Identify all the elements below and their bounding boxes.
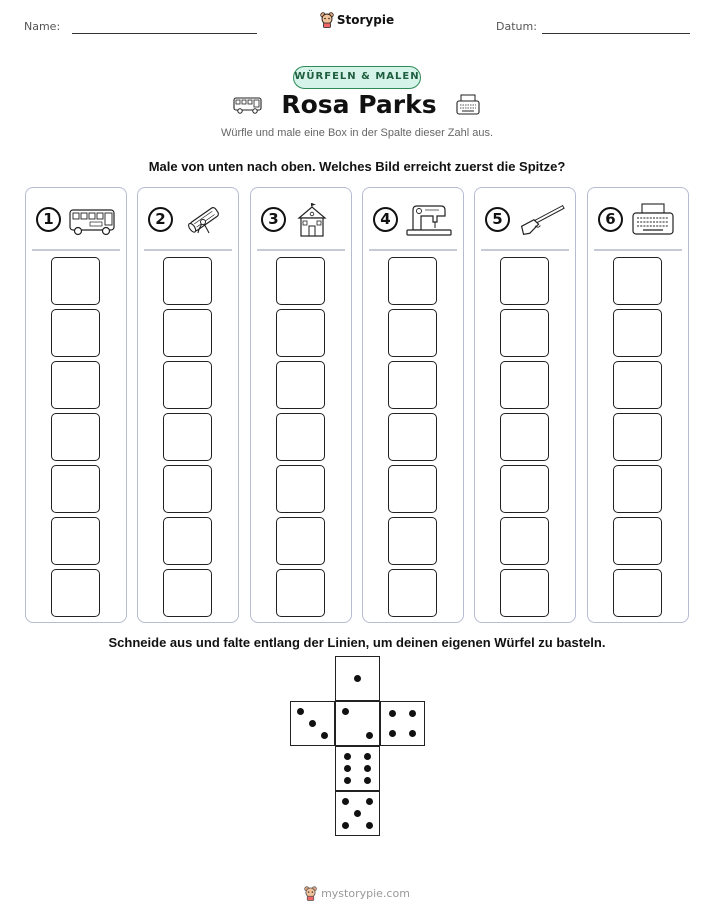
- brand-logo: [0, 12, 714, 28]
- color-box[interactable]: [51, 309, 100, 357]
- die-face-3: [290, 701, 335, 746]
- color-box[interactable]: [163, 465, 212, 513]
- title-row: [0, 90, 714, 119]
- color-box[interactable]: [163, 257, 212, 305]
- color-box[interactable]: [163, 569, 212, 617]
- column-divider: [594, 249, 682, 251]
- die-pip: [309, 720, 316, 727]
- color-box[interactable]: [51, 569, 100, 617]
- die-pip: [321, 732, 328, 739]
- die-face-4: [380, 701, 425, 746]
- subtitle: Würfle und male eine Box in der Spalte dieser Zahl aus.: [220, 127, 494, 139]
- color-box[interactable]: [500, 309, 549, 357]
- die-face-6: [335, 746, 380, 791]
- schoolhouse-icon: [291, 202, 345, 238]
- column-header: [261, 202, 345, 238]
- date-label: Datum:: [496, 20, 537, 33]
- activity-badge: WÜRFELN & MALEN: [293, 66, 421, 89]
- color-box[interactable]: [51, 413, 100, 461]
- color-box[interactable]: [163, 413, 212, 461]
- column-divider: [369, 249, 457, 251]
- column-6: [587, 187, 689, 623]
- column-4: [362, 187, 464, 623]
- die-face-5: [335, 791, 380, 836]
- die-pip: [354, 675, 361, 682]
- column-header: [598, 202, 682, 238]
- color-box[interactable]: [613, 413, 662, 461]
- color-box[interactable]: [388, 361, 437, 409]
- die-pip: [409, 710, 416, 717]
- column-header: [373, 202, 457, 238]
- column-header: [148, 202, 232, 238]
- color-box[interactable]: [51, 361, 100, 409]
- column-3: [250, 187, 352, 623]
- diploma-icon: [178, 202, 232, 238]
- brand-name: Storypie: [336, 13, 395, 27]
- color-box[interactable]: [500, 569, 549, 617]
- name-label: Name:: [24, 20, 61, 33]
- color-box[interactable]: [613, 361, 662, 409]
- color-box[interactable]: [500, 517, 549, 565]
- name-line[interactable]: [72, 33, 257, 34]
- color-box[interactable]: [163, 309, 212, 357]
- column-divider: [257, 249, 345, 251]
- die-pip: [344, 765, 351, 772]
- color-box[interactable]: [613, 569, 662, 617]
- column-number: 4: [373, 207, 398, 232]
- color-box[interactable]: [388, 413, 437, 461]
- die-pip: [342, 822, 349, 829]
- cut-instruction: Schneide aus und falte entlang der Linien, um deinen eigenen Würfel zu basteln.: [108, 635, 606, 650]
- footer: [0, 886, 714, 901]
- sewing-machine-icon: [403, 202, 457, 238]
- color-box[interactable]: [276, 465, 325, 513]
- column-1: [25, 187, 127, 623]
- die-pip: [366, 798, 373, 805]
- color-box[interactable]: [51, 517, 100, 565]
- column-number: 6: [598, 207, 623, 232]
- die-pip: [344, 753, 351, 760]
- typewriter-icon: [455, 93, 481, 117]
- die-pip: [389, 730, 396, 737]
- color-box[interactable]: [276, 309, 325, 357]
- color-box[interactable]: [276, 413, 325, 461]
- die-face-2: [335, 701, 380, 746]
- die-pip: [297, 708, 304, 715]
- die-pip: [364, 777, 371, 784]
- column-5: [474, 187, 576, 623]
- color-box[interactable]: [500, 413, 549, 461]
- die-pip: [342, 798, 349, 805]
- column-number: 2: [148, 207, 173, 232]
- die-pip: [409, 730, 416, 737]
- bus-icon: [66, 202, 120, 238]
- color-box[interactable]: [500, 465, 549, 513]
- footer-site: mystorypie.com: [321, 887, 410, 900]
- color-box[interactable]: [276, 257, 325, 305]
- color-box[interactable]: [388, 257, 437, 305]
- die-pip: [344, 777, 351, 784]
- bear-mascot-icon: [320, 12, 334, 28]
- column-number: 5: [485, 207, 510, 232]
- color-box[interactable]: [276, 361, 325, 409]
- color-box[interactable]: [613, 257, 662, 305]
- bus-icon: [233, 95, 263, 115]
- color-box[interactable]: [500, 257, 549, 305]
- die-pip: [342, 708, 349, 715]
- color-box[interactable]: [388, 309, 437, 357]
- color-box[interactable]: [51, 465, 100, 513]
- column-number: 1: [36, 207, 61, 232]
- instruction: Male von unten nach oben. Welches Bild erreicht zuerst die Spitze?: [148, 159, 566, 174]
- column-divider: [481, 249, 569, 251]
- column-header: [36, 202, 120, 238]
- die-pip: [389, 710, 396, 717]
- color-box[interactable]: [276, 517, 325, 565]
- rifle-icon: [515, 202, 569, 238]
- page-title: Rosa Parks: [281, 90, 437, 119]
- die-pip: [366, 732, 373, 739]
- column-header: [485, 202, 569, 238]
- color-box[interactable]: [388, 569, 437, 617]
- typewriter-icon: [628, 202, 682, 238]
- color-box[interactable]: [163, 361, 212, 409]
- color-box[interactable]: [388, 465, 437, 513]
- date-line[interactable]: [542, 33, 690, 34]
- color-box[interactable]: [613, 309, 662, 357]
- column-2: [137, 187, 239, 623]
- color-box[interactable]: [163, 517, 212, 565]
- die-pip: [364, 753, 371, 760]
- color-box[interactable]: [276, 569, 325, 617]
- color-box[interactable]: [388, 517, 437, 565]
- column-number: 3: [261, 207, 286, 232]
- die-pip: [354, 810, 361, 817]
- color-box[interactable]: [613, 465, 662, 513]
- column-divider: [144, 249, 232, 251]
- die-pip: [366, 822, 373, 829]
- column-divider: [32, 249, 120, 251]
- color-box[interactable]: [613, 517, 662, 565]
- color-box[interactable]: [500, 361, 549, 409]
- die-face-1: [335, 656, 380, 701]
- bear-mascot-icon: [304, 886, 317, 901]
- die-pip: [364, 765, 371, 772]
- color-box[interactable]: [51, 257, 100, 305]
